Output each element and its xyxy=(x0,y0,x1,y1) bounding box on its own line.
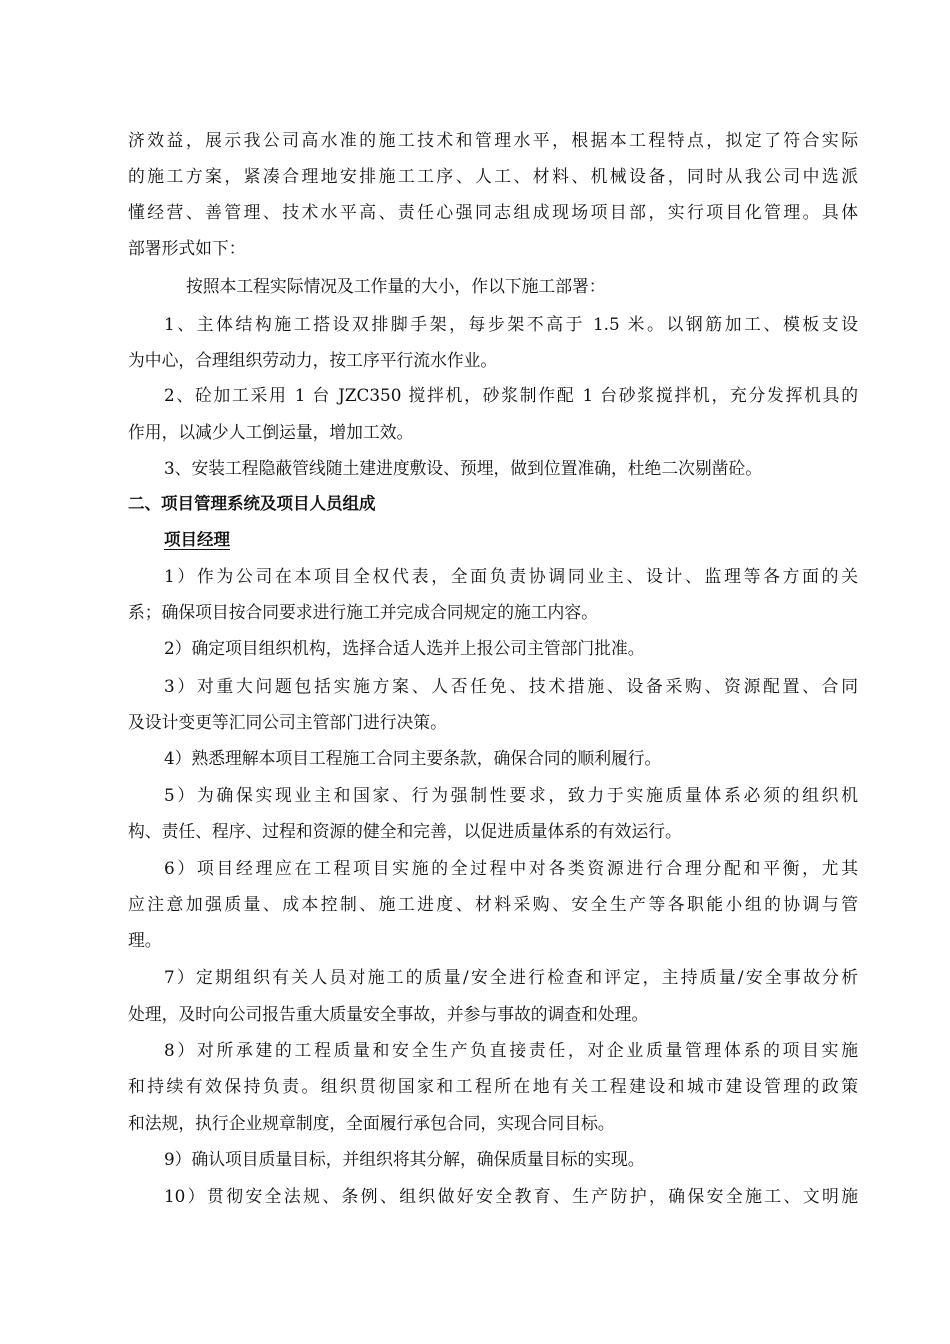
deployment-item-1-line-1: 1、主体结构施工搭设双排脚手架，每步架不高于 1.5 米。以钢筋加工、模板支设 xyxy=(164,314,858,334)
paragraph-5-line-2: 构、责任、程序、过程和资源的健全和完善，以促进质量体系的有效运行。 xyxy=(128,821,682,841)
section-subheading: 项目经理 xyxy=(164,530,230,549)
deployment-lead: 按照本工程实际情况及工作量的大小，作以下施工部署： xyxy=(186,276,606,296)
intro-line-4: 部署形式如下： xyxy=(128,238,246,258)
paragraph-9-line-1: 9）确认项目质量目标，并组织将其分解，确保质量目标的实现。 xyxy=(164,1149,645,1169)
paragraph-1-line-2: 系；确保项目按合同要求进行施工并完成合同规定的施工内容。 xyxy=(128,602,598,622)
deployment-item-2-line-2: 作用，以减少人工倒运量，增加工效。 xyxy=(128,422,414,442)
deployment-item-1-line-2: 为中心，合理组织劳动力，按工序平行流水作业。 xyxy=(128,350,498,370)
deployment-item-3-line-1: 3、安装工程隐蔽管线随土建进度敷设、预埋，做到位置准确，杜绝二次剔凿砼。 xyxy=(164,458,763,478)
paragraph-6-line-3: 理。 xyxy=(128,930,162,950)
section-heading: 二、项目管理系统及项目人员组成 xyxy=(128,494,376,513)
intro-line-2: 的施工方案，紧凑合理地安排施工工序、人工、材料、机械设备，同时从我公司中选派 xyxy=(128,166,858,186)
paragraph-6-line-2: 应注意加强质量、成本控制、施工进度、材料采购、安全生产等各职能小组的协调与管 xyxy=(128,894,858,914)
intro-line-1: 济效益，展示我公司高水准的施工技术和管理水平，根据本工程特点，拟定了符合实际 xyxy=(128,130,858,150)
paragraph-3-line-2: 及设计变更等汇同公司主管部门进行决策。 xyxy=(128,712,447,732)
paragraph-7-line-2: 处理，及时向公司报告重大质量安全事故，并参与事故的调查和处理。 xyxy=(128,1004,649,1024)
paragraph-8-line-2: 和持续有效保持负责。组织贯彻国家和工程所在地有关工程建设和城市建设管理的政策 xyxy=(128,1076,858,1096)
intro-line-3: 懂经营、善管理、技术水平高、责任心强同志组成现场项目部，实行项目化管理。具体 xyxy=(128,202,858,222)
paragraph-8-line-1: 8）对所承建的工程质量和安全生产负直接责任，对企业质量管理体系的项目实施 xyxy=(164,1040,858,1060)
paragraph-1-line-1: 1）作为公司在本项目全权代表，全面负责协调同业主、设计、监理等各方面的关 xyxy=(164,566,858,586)
paragraph-3-line-1: 3）对重大问题包括实施方案、人否任免、技术措施、设备采购、资源配置、合同 xyxy=(164,676,858,696)
paragraph-2-line-1: 2）确定项目组织机构，选择合适人选并上报公司主管部门批准。 xyxy=(164,638,645,658)
paragraph-5-line-1: 5）为确保实现业主和国家、行为强制性要求，致力于实施质量体系必须的组织机 xyxy=(164,785,858,805)
paragraph-10-line-1: 10）贯彻安全法规、条例、组织做好安全教育、生产防护，确保安全施工、文明施 xyxy=(164,1186,858,1206)
deployment-item-2-line-1: 2、砼加工采用 1 台 JZC350 搅拌机，砂浆制作配 1 台砂浆搅拌机，充分发挥机具的 xyxy=(164,385,858,405)
paragraph-6-line-1: 6）项目经理应在工程项目实施的全过程中对各类资源进行合理分配和平衡，尤其 xyxy=(164,858,858,878)
paragraph-7-line-1: 7）定期组织有关人员对施工的质量/安全进行检查和评定，主持质量/安全事故分析 xyxy=(164,967,858,987)
paragraph-4-line-1: 4）熟悉理解本项目工程施工合同主要条款，确保合同的顺利履行。 xyxy=(164,748,662,768)
paragraph-8-line-3: 和法规，执行企业规章制度，全面履行承包合同，实现合同目标。 xyxy=(128,1113,615,1133)
